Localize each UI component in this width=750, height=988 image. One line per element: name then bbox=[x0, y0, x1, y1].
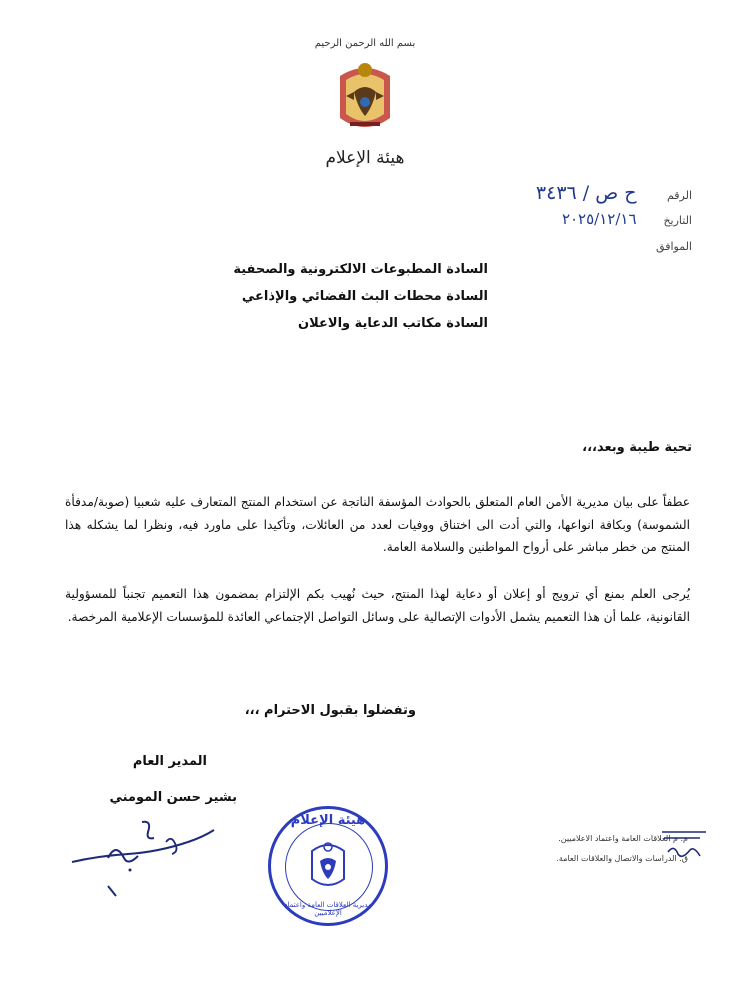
reference-corresponding bbox=[452, 240, 692, 253]
cc-line: م. م العلاقات العامة واعتماد الاعلاميين. bbox=[558, 834, 688, 843]
handwritten-signature-icon bbox=[68, 812, 218, 898]
stamp-bottom-text: مديرية العلاقات العامة واعتماد الإعلاميين bbox=[284, 901, 372, 917]
signatory-name: بشير حسن المومني bbox=[109, 790, 237, 805]
cc-line: ق. الدراسات والاتصال والعلاقات العامة. bbox=[556, 854, 688, 863]
organization-name: هيئة الإعلام bbox=[325, 148, 405, 168]
reference-date-value: ٢٠٢٥/١٢/١٦ bbox=[561, 210, 637, 228]
reference-number-label: الرقم bbox=[666, 189, 692, 202]
body-paragraph: يُرجى العلم بمنع أي ترويج أو إعلان أو دعاية لهذا المنتج، حيث نُهيب بكم الإلتزام بمضمون هذا التعميم تجنباً للمسؤولية القانونية، علما أن هذا التعميم يشمل الأدوات الإتصالية على وسائل التواصل الإجتماعي العائدة للمؤسسات الإعلامية المرخصة. bbox=[65, 587, 690, 624]
jordan-crest-icon bbox=[332, 56, 398, 138]
addressee-line: السادة مكاتب الدعاية والاعلان bbox=[298, 316, 488, 331]
addressee-line: السادة محطات البث الفضائي والإذاعي bbox=[241, 289, 488, 304]
reference-number bbox=[452, 182, 692, 204]
basmala: بسم الله الرحمن الرحيم bbox=[314, 38, 416, 49]
addressees bbox=[233, 256, 488, 337]
body-paragraph: عطفاً على بيان مديرية الأمن العام المتعلق بالحوادث المؤسفة الناتجة عن استخدام المنتج المتعارف عليه شعبيا (صوبة/مدفأة الشموسة) وبكافة انواعها، والتي أدت الى اختناق ووفيات لعدد من العائلات، وتأكيدا على ماورد فيه، ونظرا لما يشكله هذا المنتج من خطر مباشر على أرواح المواطنين والسلامة العامة. bbox=[65, 495, 690, 554]
reference-number-value: ح ص / ٣٤٣٦ bbox=[535, 182, 637, 204]
official-stamp bbox=[268, 806, 388, 926]
signatory-title: المدير العام bbox=[132, 754, 207, 769]
greeting: تحية طيبة وبعد،،، bbox=[582, 440, 692, 455]
addressee-line: السادة المطبوعات الالكترونية والصحفية bbox=[233, 262, 488, 277]
handwritten-initials-icon bbox=[660, 826, 708, 866]
reference-date bbox=[452, 210, 692, 228]
stamp-crest-icon bbox=[306, 837, 350, 891]
reference-date-label: التاريخ bbox=[663, 214, 692, 227]
closing: وتفضلوا بقبول الاحترام ،،، bbox=[244, 703, 416, 718]
reference-corresponding-label: الموافق bbox=[656, 240, 692, 253]
stamp-top-text: هيئة الإعلام bbox=[290, 813, 366, 828]
